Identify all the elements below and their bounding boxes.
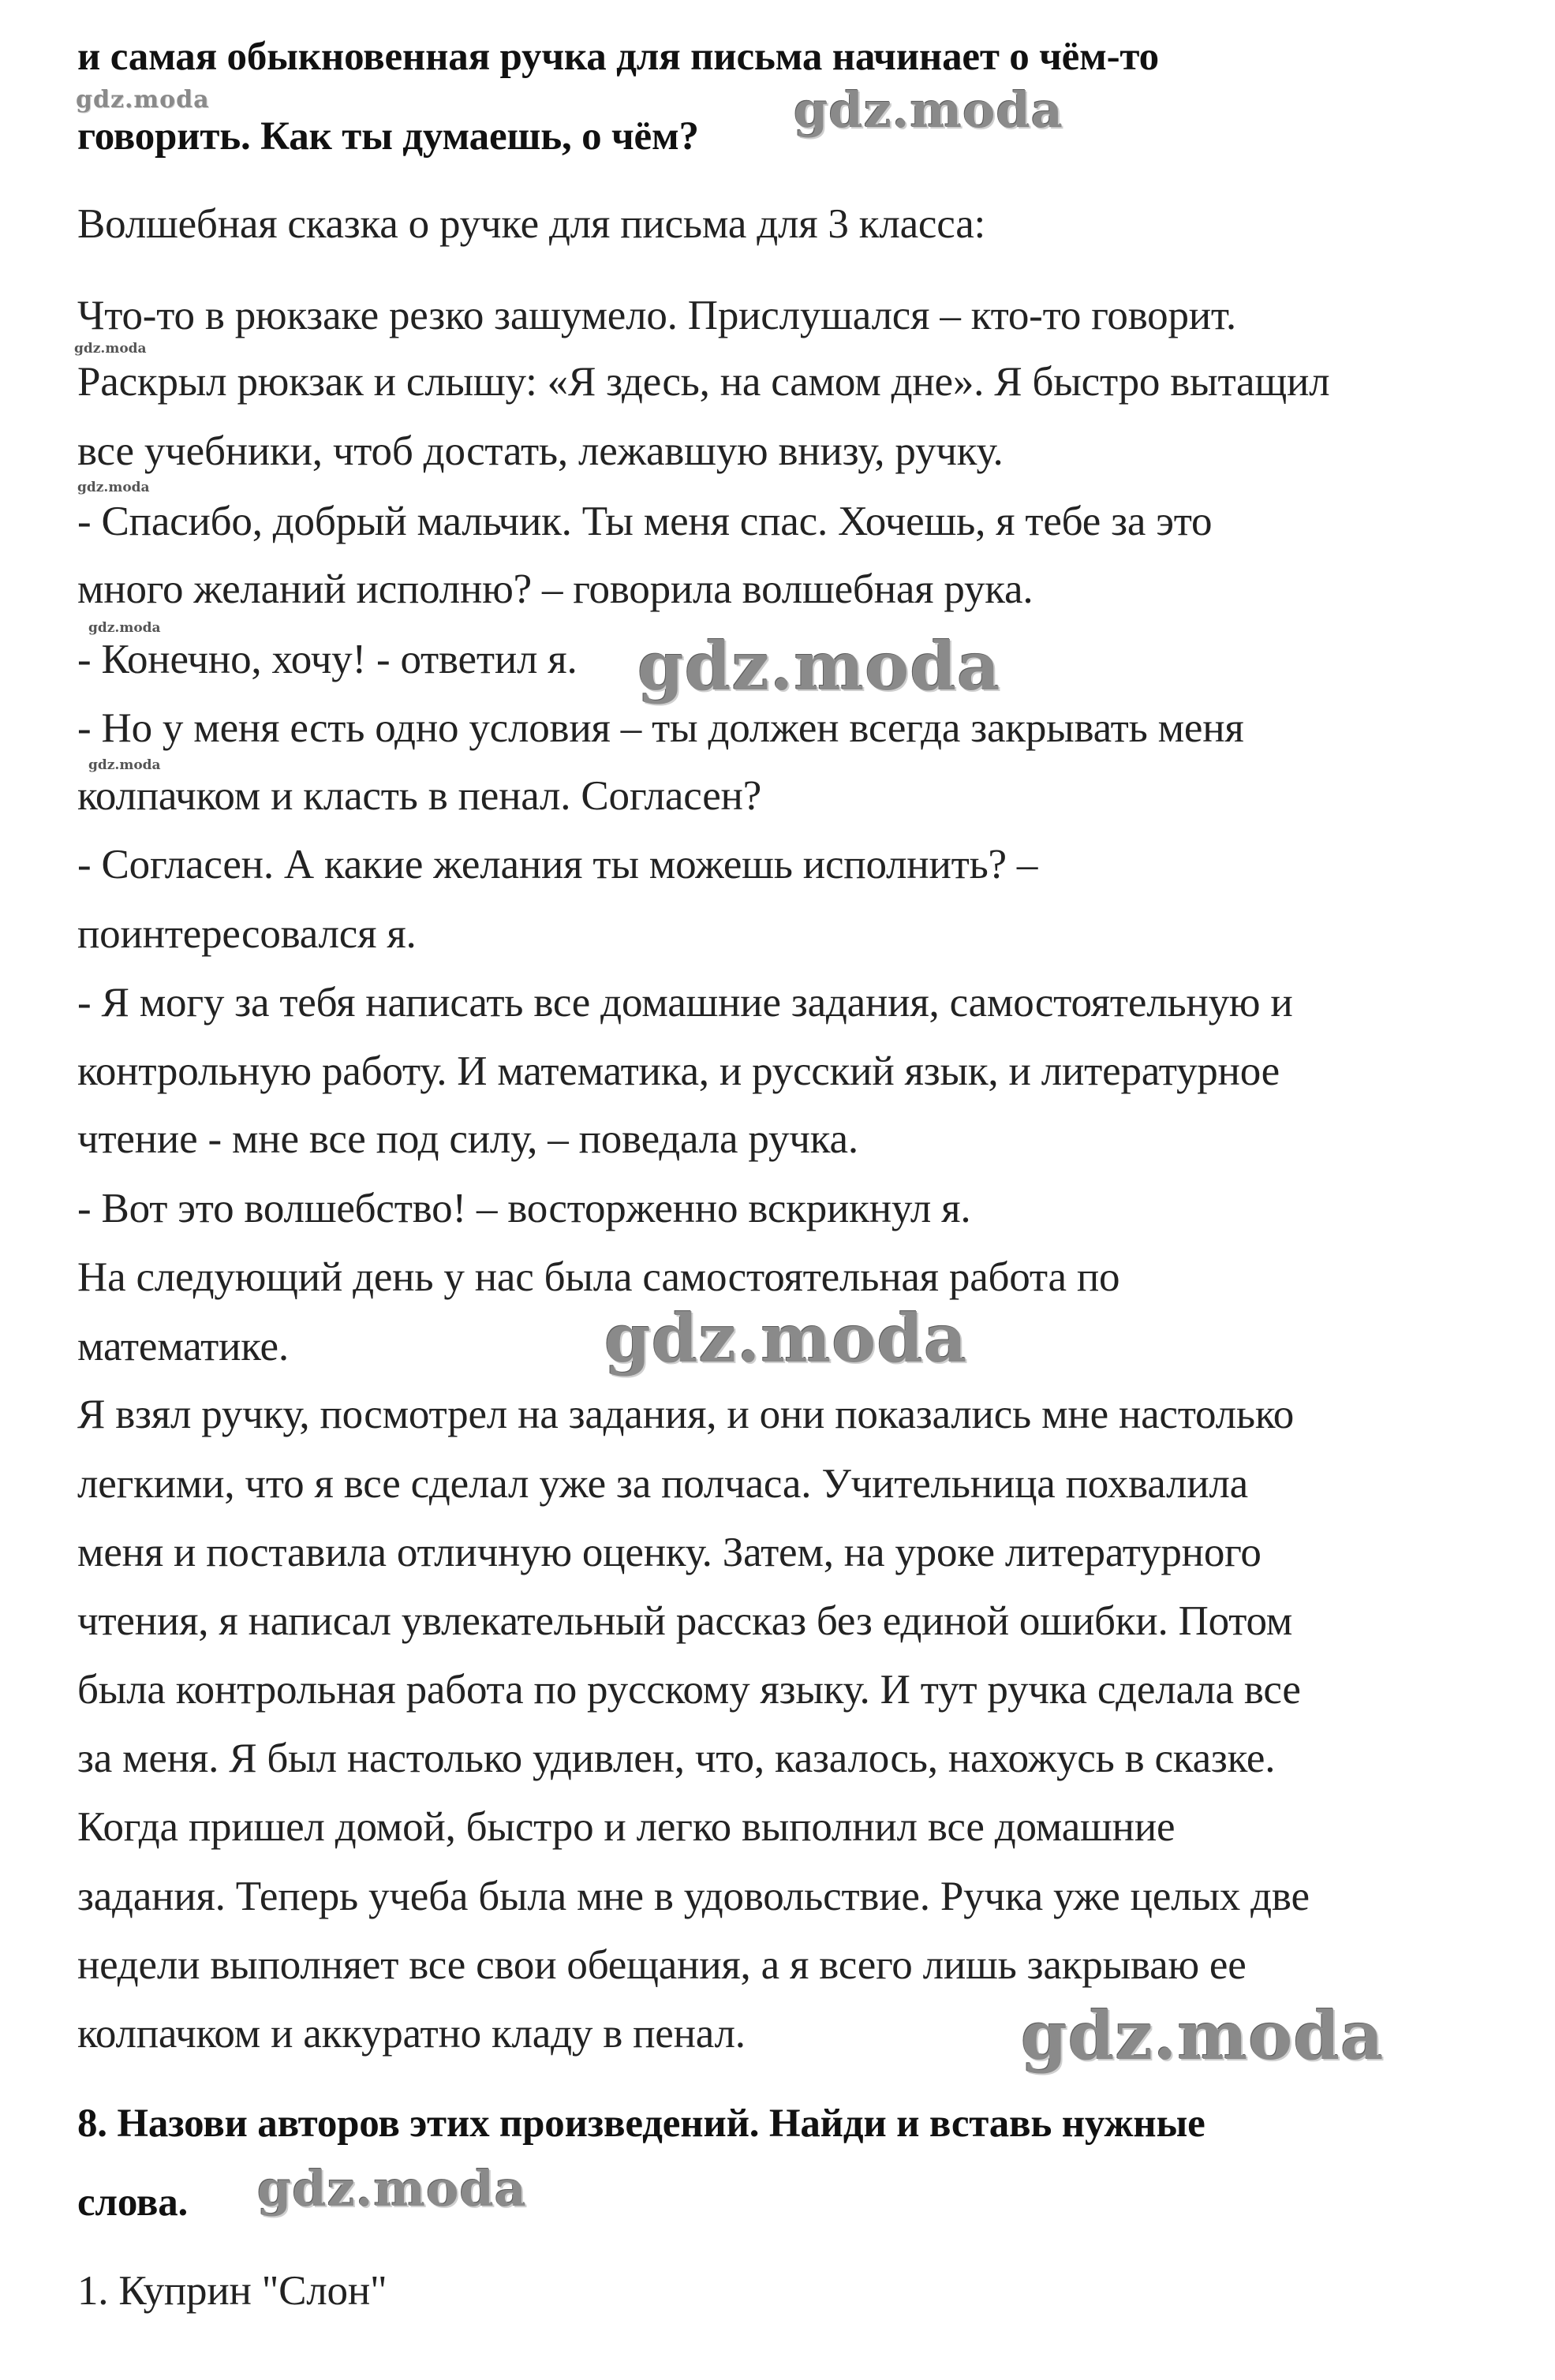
story-line: все учебники, чтоб достать, лежавшую внизу, ручку. [77,428,1004,474]
watermark: gdz.moda [794,81,1063,139]
story-line: много желаний исполню? – говорила волшебная рука. [77,566,1034,612]
watermark: gdz.moda [604,1299,968,1377]
story-line: задания. Теперь учеба была мне в удовольствие. Ручка уже целых две [77,1874,1310,1919]
story-line: за меня. Я был настолько удивлен, что, казалось, нахожусь в сказке. [77,1735,1276,1781]
watermark: gdz.moda [74,341,147,357]
watermark: gdz.moda [637,627,1001,705]
story-subtitle: Волшебная сказка о ручке для письма для 3 класса: [77,201,986,247]
story-line: - Я могу за тебя написать все домашние задания, самостоятельную и [77,980,1293,1026]
story-line: колпачком и аккуратно кладу в пенал. [77,2011,746,2057]
story-line: легкими, что я все сделал уже за полчаса. Учительница похвалила [77,1461,1248,1507]
story-line: колпачком и класть в пенал. Согласен? [77,773,762,819]
story-line: чтение - мне все под силу, – поведала ручка. [77,1116,858,1162]
question-heading-line-2: говорить. Как ты думаешь, о чём? [77,114,699,159]
story-line: контрольную работу. И математика, и русский язык, и литературное [77,1048,1280,1094]
story-line: чтения, я написал увлекательный рассказ без единой ошибки. Потом [77,1598,1293,1644]
story-line: - Согласен. А какие желания ты можешь исполнить? – [77,842,1038,887]
watermark: gdz.moda [77,480,150,495]
story-line: - Вот это волшебство! – восторженно вскрикнул я. [77,1186,971,1231]
watermark: gdz.moda [88,620,161,636]
watermark: gdz.moda [88,757,161,773]
story-line: недели выполняет все свои обещания, а я всего лишь закрываю ее [77,1942,1247,1988]
story-line: Когда пришел домой, быстро и легко выполнил все домашние [77,1804,1176,1850]
story-line: На следующий день у нас была самостоятельная работа по [77,1254,1120,1300]
question-heading-line-1: и самая обыкновенная ручка для письма начинает о чём-то [77,35,1159,79]
story-line: математике. [77,1324,289,1369]
story-line: Я взял ручку, посмотрел на задания, и они показались мне настолько [77,1392,1294,1437]
story-line: - Спасибо, добрый мальчик. Ты меня спас. Хочешь, я тебе за это [77,499,1213,544]
story-line: была контрольная работа по русскому языку. И тут ручка сделала все [77,1667,1301,1713]
task-8-heading-line-1: 8. Назови авторов этих произведений. Найди и вставь нужные [77,2102,1205,2146]
story-line: поинтересовался я. [77,911,417,957]
answer-line-1: 1. Куприн "Слон" [77,2268,387,2314]
story-line: Раскрыл рюкзак и слышу: «Я здесь, на самом дне». Я быстро вытащил [77,359,1330,405]
story-line: - Конечно, хочу! - ответил я. [77,637,578,682]
story-line: Что-то в рюкзаке резко зашумело. Прислушался – кто-то говорит. [77,293,1236,338]
story-line: - Но у меня есть одно условия – ты должен всегда закрывать меня [77,705,1244,751]
watermark: gdz.moda [1021,1997,1385,2075]
watermark: gdz.moda [257,2160,527,2217]
watermark: gdz.moda [76,86,210,114]
task-8-heading-line-2: слова. [77,2180,189,2225]
story-line: меня и поставила отличную оценку. Затем, на уроке литературного [77,1530,1262,1575]
